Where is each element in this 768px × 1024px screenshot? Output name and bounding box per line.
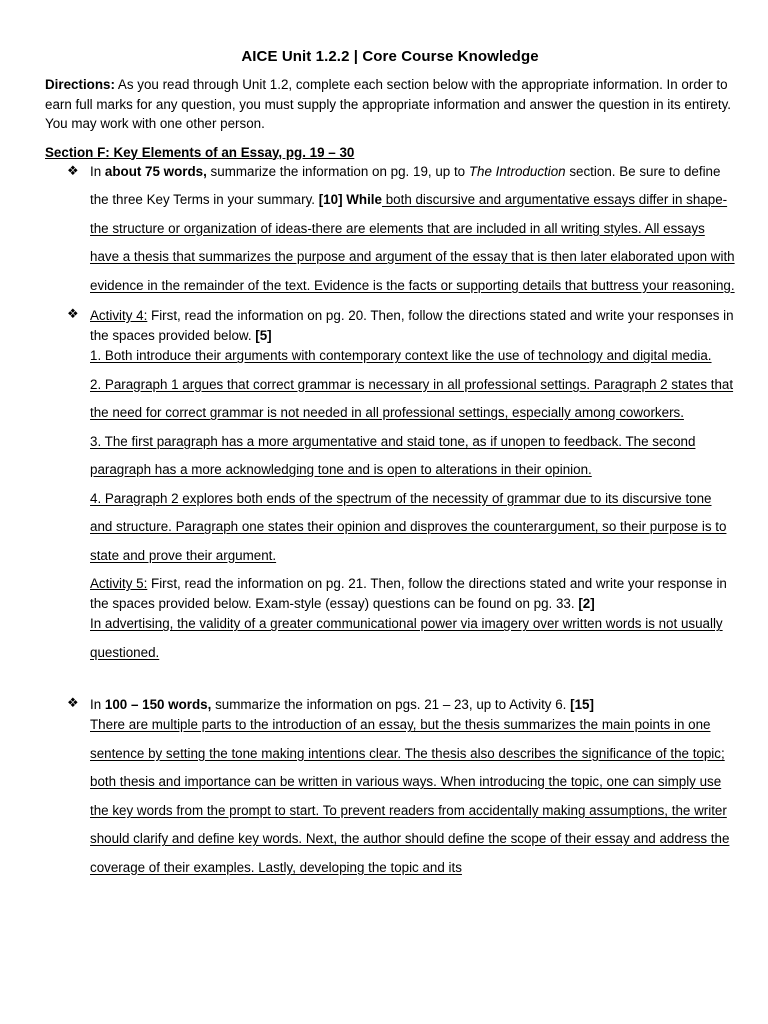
- section-f-heading: Section F: Key Elements of an Essay, pg. 19 – 30: [45, 144, 355, 160]
- diamond-bullet-icon: ❖: [67, 695, 79, 710]
- directions-label: Directions:: [45, 77, 115, 92]
- directions-paragraph: [45, 75, 735, 134]
- activity-5-answer: In advertising, the validity of a greater communicational power via imagery over written words is not usually questioned.: [90, 616, 723, 660]
- activity-4-answer-4: 4. Paragraph 2 explores both ends of the spectrum of the necessity of grammar due to its discursive tone and structure. Paragraph one states their opinion and disproves the counterargument, so their purpose is to state and prove their argument.: [90, 490, 727, 563]
- activity-4-answer-2: 2. Paragraph 1 argues that correct grammar is necessary in all professional settings. Paragraph 2 states that the need for correct grammar is not needed in all professional settings, especially among coworkers.: [90, 376, 734, 420]
- activity-5: [45, 574, 735, 667]
- question-1-text: [90, 158, 735, 301]
- activity-4-label: Activity 4:: [90, 308, 148, 323]
- q2-bold: 100 – 150 words,: [104, 697, 212, 712]
- q1-mid: summarize the information on pg. 19, up to: [206, 163, 469, 179]
- q1-bold: about 75 words,: [104, 163, 207, 179]
- q2-points: [15]: [570, 697, 594, 712]
- q1-italic: The Introduction: [468, 163, 566, 179]
- q2-mid: summarize the information on pgs. 21 – 23, up to Activity 6.: [211, 697, 571, 712]
- activity-4-answer-1: 1. Both introduce their arguments with contemporary context like the use of technology and digital media.: [90, 348, 712, 363]
- activity-4-text: First, read the information on pg. 20. Then, follow the directions stated and write your responses in the spaces provided below.: [90, 308, 734, 343]
- diamond-bullet-icon: ❖: [67, 306, 79, 321]
- activity-5-prompt: [90, 574, 735, 614]
- q1-points: [10]: [318, 192, 343, 207]
- page-title: AICE Unit 1.2.2 | Core Course Knowledge: [241, 48, 539, 65]
- activity-4-points: [5]: [255, 328, 272, 343]
- question-2: [45, 695, 735, 882]
- q1-answer: both discursive and argumentative essays differ in shape-the structure or organization of ideas-there are elements that are included in all writing styles. All essays have a thesis that summarizes the purpose and argument of the essay that is then later elaborated upon with evidence in the remainder of the text. Evidence is the facts or supporting details that buttress your reasoning.: [90, 192, 735, 293]
- activity-4-prompt: [90, 306, 735, 346]
- q1-post: section. Be sure to define the three Key Terms in your summary.: [90, 163, 721, 207]
- question-1: [45, 158, 735, 301]
- document-page: [45, 48, 735, 882]
- directions-text: As you read through Unit 1.2, complete each section below with the appropriate information. In order to earn full marks for any question, you must supply the appropriate information and answer the question in its entirety. You may work with one other person.: [45, 77, 732, 131]
- diamond-bullet-icon: ❖: [67, 162, 79, 178]
- q2-pre: In: [90, 697, 105, 712]
- activity-4: [45, 306, 735, 570]
- activity-5-points: [2]: [578, 596, 595, 611]
- activity-4-answer-3: 3. The first paragraph has a more argumentative and staid tone, as if unopen to feedback. The second paragraph has a more acknowledging tone and is open to alterations in their opinion.: [90, 433, 696, 477]
- activity-5-text: First, read the information on pg. 21. Then, follow the directions stated and write your response in the spaces provided below. Exam-style (essay) questions can be found on pg. 33.: [90, 576, 727, 611]
- q1-pre: In: [90, 163, 105, 179]
- q1-answer-lead: While: [342, 192, 382, 207]
- question-2-answer: There are multiple parts to the introduction of an essay, but the thesis summarizes the main points in one sentence by setting the tone making intentions clear. The thesis also describes the significance of the topic; both thesis and importance can be written in various ways. When introducing the topic, one can simply use the key words from the prompt to start. To prevent readers from accidentally making assumptions, the writer should clarify and define key words. Next, the author should define the scope of their essay and address the coverage of their examples. Lastly, developing the topic and its: [90, 717, 730, 875]
- activity-5-label: Activity 5:: [90, 576, 148, 591]
